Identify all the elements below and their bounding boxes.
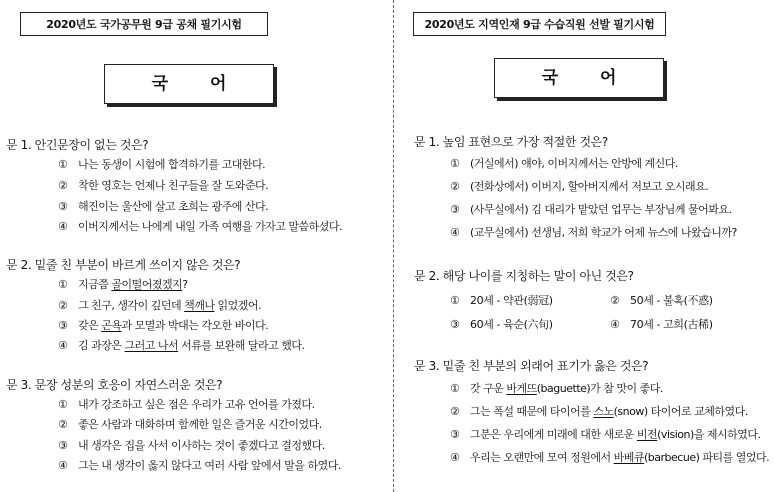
option-2-2: ② 50세 - 불혹(不惑) xyxy=(610,294,713,307)
option-3-2: ② 좋은 사람과 대화하며 함께한 일은 즐거운 시간이었다. xyxy=(58,418,322,431)
option-2-1: ① 20세 - 약관(弱冠) xyxy=(450,294,553,307)
page-divider xyxy=(393,0,394,492)
subject-title: 국 어 xyxy=(494,58,664,98)
option-1-1: ① (거실에서) 얘야, 이버지께서는 안방에 계신다. xyxy=(450,157,678,170)
option-2-3: ③ 60세 - 육순(六旬) xyxy=(450,318,553,331)
option-1-4: ④ (교무실에서) 선생님, 저희 학교가 어제 뉴스에 나왔습니까? xyxy=(450,226,737,239)
option-2-2: ② 그 친구, 생각이 깊던데 책깨나 읽었겠어. xyxy=(58,299,262,312)
option-1-1: ① 나는 동생이 시험에 합격하기를 고대한다. xyxy=(58,158,266,171)
option-3-2: ② 그는 폭설 때문에 타이어를 스노(snow) 타이어로 교체하였다. xyxy=(450,405,748,418)
option-3-1: ① 갓 구운 바게뜨(baguette)가 참 맛이 좋다. xyxy=(450,382,663,395)
option-3-1: ① 내가 강조하고 싶은 점은 우리가 고유 언어를 가졌다. xyxy=(58,398,315,411)
option-3-4: ④ 우리는 오랜만에 모여 정원에서 바베큐(barbecue) 파티를 열었다. xyxy=(450,451,770,464)
option-2-3: ③ 갖은 곤욕과 모멸과 박대는 각오한 바이다. xyxy=(58,319,269,332)
option-3-3: ③ 그분은 우리에게 미래에 대한 새로운 비전(vision)을 제시하였다. xyxy=(450,428,761,441)
exam-header: 2020년도 지역인재 9급 수습직원 선발 필기시험 xyxy=(413,12,666,36)
option-2-1: ① 지금쯤 골이떨어졌겠지? xyxy=(58,278,188,291)
option-2-4: ④ 70세 - 고희(古稀) xyxy=(610,318,713,331)
option-1-4: ④ 이버지께서는 나에게 내일 가족 여행을 가자고 말씀하셨다. xyxy=(58,220,342,233)
option-2-4: ④ 김 과장은 그러고 나서 서류를 보완해 달라고 했다. xyxy=(58,339,305,352)
option-1-3: ③ 해진이는 울산에 살고 초희는 광주에 산다. xyxy=(58,200,269,213)
question-2: 문 2. 밑줄 친 부분이 바르게 쓰이지 않은 것은? xyxy=(6,258,241,272)
question-1: 문 1. 높임 표현으로 가장 적절한 것은? xyxy=(414,135,608,149)
right-exam-page xyxy=(398,0,774,492)
question-2: 문 2. 해당 나이를 지칭하는 말이 아닌 것은? xyxy=(414,269,634,283)
option-1-3: ③ (사무실에서) 김 대리가 맡았던 업무는 부장님께 물어봐요. xyxy=(450,203,732,216)
option-1-2: ② (전화상에서) 이버지, 할아버지께서 저보고 오시래요. xyxy=(450,180,709,193)
option-3-4: ④ 그는 내 생각이 옳지 않다고 여러 사람 앞에서 말을 하였다. xyxy=(58,459,341,472)
subject-title: 국 어 xyxy=(104,64,274,104)
question-3: 문 3. 밑줄 친 부분의 외래어 표기가 옳은 것은? xyxy=(414,359,649,373)
option-3-3: ③ 내 생각은 집을 사서 이사하는 것이 좋겠다고 결정했다. xyxy=(58,439,325,452)
question-1: 문 1. 안긴문장이 없는 것은? xyxy=(6,138,149,152)
option-1-2: ② 착한 영호는 언제나 친구들을 잘 도와준다. xyxy=(58,179,269,192)
exam-header: 2020년도 국가공무원 9급 공채 필기시험 xyxy=(20,12,268,36)
question-3: 문 3. 문장 성분의 호응이 자연스러운 것은? xyxy=(6,378,223,392)
